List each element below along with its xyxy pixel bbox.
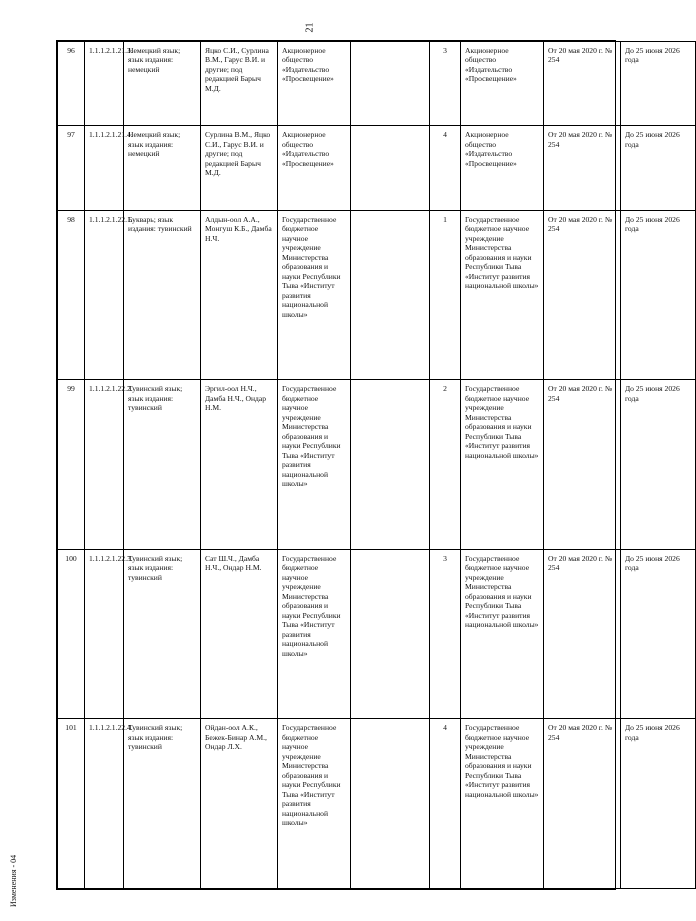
row-term: До 25 июня 2026 года: [621, 719, 696, 889]
row-order: От 20 мая 2020 г. № 254: [544, 42, 621, 126]
row-organization: Акционерное общество «Издательство «Просвещение»: [461, 126, 544, 210]
row-order: От 20 мая 2020 г. № 254: [544, 126, 621, 210]
row-blank: [351, 719, 430, 889]
row-authors: Эргил-оол Н.Ч., Дамба Н.Ч., Ондар Н.М.: [201, 380, 278, 550]
row-number: 100: [58, 549, 85, 719]
row-publisher: Акционерное общество «Издательство «Просвещение»: [278, 42, 351, 126]
table-row: [58, 380, 696, 550]
table-row: [58, 719, 696, 889]
row-subject: Немецкий язык; язык издания: немецкий: [124, 42, 201, 126]
row-number: 96: [58, 42, 85, 126]
row-number: 101: [58, 719, 85, 889]
row-subject: Немецкий язык; язык издания: немецкий: [124, 126, 201, 210]
row-code: 1.1.1.2.1.22.2.: [85, 380, 124, 550]
row-term: До 25 июня 2026 года: [621, 210, 696, 380]
table-row: [58, 42, 696, 126]
row-organization: Государственное бюджетное научное учреждение Министерства образования и науки Республики Тыва «Институт развития национальной школы»: [461, 549, 544, 719]
row-order: От 20 мая 2020 г. № 254: [544, 380, 621, 550]
table-row: [58, 210, 696, 380]
row-authors: Сурлина В.М., Яцко С.И., Гарус В.И. и другие; под редакцией Барыч М.Д.: [201, 126, 278, 210]
row-organization: Акционерное общество «Издательство «Просвещение»: [461, 42, 544, 126]
row-number: 99: [58, 380, 85, 550]
row-order: От 20 мая 2020 г. № 254: [544, 210, 621, 380]
row-number: 97: [58, 126, 85, 210]
footer-note: Изменения - 04: [9, 854, 18, 907]
row-organization: Государственное бюджетное научное учреждение Министерства образования и науки Республики Тыва «Институт развития национальной школы»: [461, 380, 544, 550]
row-grade: 4: [430, 126, 461, 210]
row-authors: Ойдан-оол А.К., Бежек-Бинар А.М., Ондар Л.Х.: [201, 719, 278, 889]
row-blank: [351, 549, 430, 719]
table-row: [58, 126, 696, 210]
row-term: До 25 июня 2026 года: [621, 126, 696, 210]
row-term: До 25 июня 2026 года: [621, 380, 696, 550]
table-row: [58, 549, 696, 719]
row-code: 1.1.1.2.1.22.1.: [85, 210, 124, 380]
row-number: 98: [58, 210, 85, 380]
row-grade: 3: [430, 42, 461, 126]
row-grade: 4: [430, 719, 461, 889]
row-subject: Тувинский язык; язык издания: тувинский: [124, 549, 201, 719]
row-subject: Букварь; язык издания: тувинский: [124, 210, 201, 380]
row-grade: 3: [430, 549, 461, 719]
textbook-table: [56, 40, 680, 890]
row-publisher: Государственное бюджетное научное учреждение Министерства образования и науки Республики Тыва «Институт развития национальной школы»: [278, 380, 351, 550]
row-code: 1.1.1.2.1.21.3.: [85, 42, 124, 126]
row-publisher: Акционерное общество «Издательство «Просвещение»: [278, 126, 351, 210]
row-publisher: Государственное бюджетное научное учреждение Министерства образования и науки Республики Тыва «Институт развития национальной школы»: [278, 210, 351, 380]
row-code: 1.1.1.2.1.21.4.: [85, 126, 124, 210]
row-organization: Государственное бюджетное научное учреждение Министерства образования и науки Республики Тыва «Институт развития национальной школы»: [461, 719, 544, 889]
row-term: До 25 июня 2026 года: [621, 42, 696, 126]
row-blank: [351, 42, 430, 126]
row-subject: Тувинский язык; язык издания: тувинский: [124, 719, 201, 889]
row-code: 1.1.1.2.1.22.3.: [85, 549, 124, 719]
row-grade: 2: [430, 380, 461, 550]
row-order: От 20 мая 2020 г. № 254: [544, 719, 621, 889]
row-grade: 1: [430, 210, 461, 380]
row-organization: Государственное бюджетное научное учреждение Министерства образования и науки Республики Тыва «Институт развития национальной школы»: [461, 210, 544, 380]
row-blank: [351, 126, 430, 210]
page-number: 21: [304, 22, 316, 33]
row-authors: Алдын-оол А.А., Монгуш К.Б., Дамба Н.Ч.: [201, 210, 278, 380]
row-publisher: Государственное бюджетное научное учреждение Министерства образования и науки Республики Тыва «Институт развития национальной школы»: [278, 719, 351, 889]
row-term: До 25 июня 2026 года: [621, 549, 696, 719]
row-authors: Сат Ш.Ч., Дамба Н.Ч., Ондар Н.М.: [201, 549, 278, 719]
row-blank: [351, 210, 430, 380]
row-authors: Яцко С.И., Сурлина В.М., Гарус В.И. и другие; под редакцией Барыч М.Д.: [201, 42, 278, 126]
row-code: 1.1.1.2.1.22.4.: [85, 719, 124, 889]
row-blank: [351, 380, 430, 550]
row-publisher: Государственное бюджетное научное учреждение Министерства образования и науки Республики Тыва «Институт развития национальной школы»: [278, 549, 351, 719]
row-order: От 20 мая 2020 г. № 254: [544, 549, 621, 719]
row-subject: Тувинский язык; язык издания: тувинский: [124, 380, 201, 550]
